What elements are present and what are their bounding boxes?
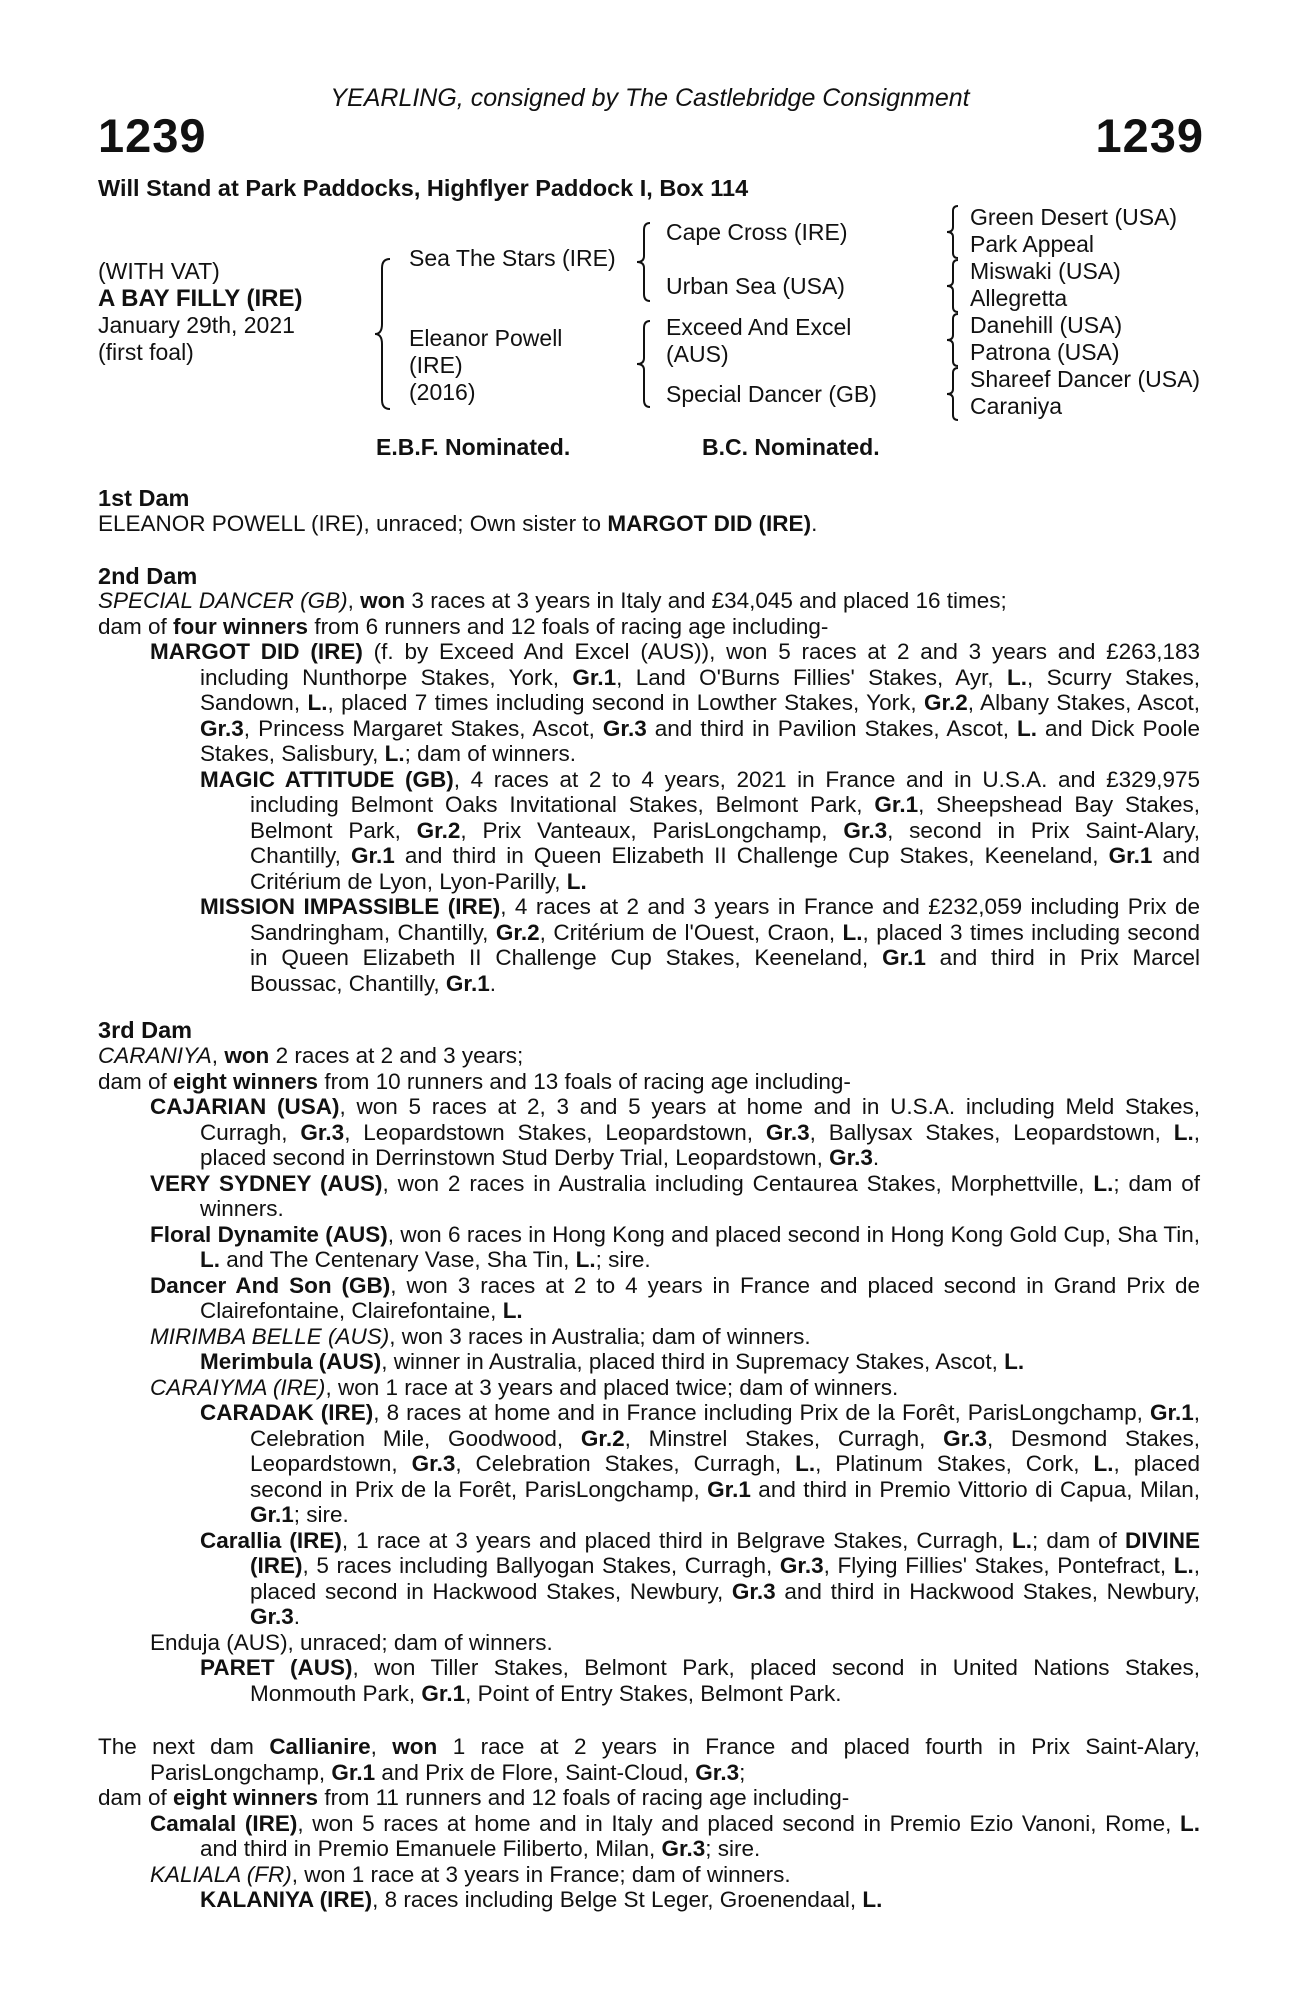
- produce-carallia: Carallia (IRE), 1 race at 3 years and placed third in Belgrave Stakes, Curragh, L.; dam of DIVINE (IRE), 5 races including Ballyogan Stakes, Curragh, Gr.3, Flying Fillies' Stakes, Pontefract, L., placed second in Hackwood Stakes, Newbury, Gr.3 and third in Hackwood Stakes, Newbury, Gr.3.: [200, 1527, 1201, 1629]
- produce-very-sydney: VERY SYDNEY (AUS), won 2 races in Australia including Centaurea Stakes, Morphettville, L.; dam of winners.: [150, 1170, 1200, 1221]
- first-dam-heading: 1st Dam: [98, 485, 190, 511]
- produce-kaliala: KALIALA (FR), won 1 race at 3 years in France; dam of winners.: [150, 1861, 791, 1887]
- brace-gg4: [946, 367, 960, 421]
- second-dam-text: [98, 588, 1200, 996]
- horse-block: [98, 258, 303, 366]
- next-dam-produce-intro: dam of eight winners from 11 runners and 12 foals of racing age including-: [98, 1785, 850, 1810]
- dam-block: [409, 325, 562, 406]
- produce-magic-attitude: MAGIC ATTITUDE (GB), 4 races at 2 to 4 years, 2021 in France and in U.S.A. and £329,975 including Belmont Oaks Invitational Stakes, Belmont Park, Gr.1, Sheepshead Bay Stakes, Belmont Park, Gr.2, Prix Vanteaux, ParisLongchamp, Gr.3, second in Prix Saint-Alary, Chantilly, Gr.1 and third in Queen Elizabeth II Challenge Cup Stakes, Keeneland, Gr.1 and Critérium de Lyon, Lyon-Parilly, L.: [200, 766, 1200, 894]
- bc-nomination: B.C. Nominated.: [702, 434, 880, 460]
- foal-note: (first foal): [98, 339, 194, 365]
- brace-gg1: [946, 205, 960, 259]
- foaling-date: January 29th, 2021: [98, 312, 295, 338]
- sire-sire: Cape Cross (IRE): [666, 219, 848, 245]
- third-dam-text: [98, 1043, 1200, 1706]
- produce-merimbula: Merimbula (AUS), winner in Australia, placed third in Supremacy Stakes, Ascot, L.: [200, 1349, 1025, 1374]
- stand-info: Will Stand at Park Paddocks, Highflyer Paddock I, Box 114: [98, 175, 749, 201]
- pedigree-brace-sire: [636, 222, 652, 302]
- second-dam-summary: SPECIAL DANCER (GB), won 3 races at 3 years in Italy and £34,045 and placed 16 times;: [98, 588, 1007, 613]
- second-dam-produce-intro: dam of four winners from 6 runners and 12 foals of racing age including-: [98, 613, 829, 639]
- dam-name: Eleanor Powell: [409, 325, 563, 351]
- pedigree-brace-dam: [636, 320, 652, 408]
- brace-gg2: [946, 259, 960, 313]
- ancestor-2: Park Appeal: [970, 231, 1095, 257]
- produce-mission-impassible: MISSION IMPASSIBLE (IRE), 4 races at 2 and 3 years in France and £232,059 including Prix de Sandringham, Chantilly, Gr.2, Critérium de l'Ouest, Craon, L., placed 3 times including second in Queen Elizabeth II Challenge Cup Stakes, Keeneland, Gr.1 and third in Prix Marcel Boussac, Chantilly, Gr.1.: [200, 894, 1200, 996]
- ebf-nomination: E.B.F. Nominated.: [376, 434, 571, 460]
- ancestor-8: Caraniya: [970, 393, 1063, 419]
- lot-number-right: 1239: [1095, 109, 1204, 162]
- dam-sire: Exceed And Excel (AUS): [666, 314, 852, 367]
- vat-note: (WITH VAT): [98, 258, 220, 284]
- ancestor-1: Green Desert (USA): [970, 204, 1178, 230]
- produce-kalaniya: KALANIYA (IRE), 8 races including Belge St Leger, Groenendaal, L.: [200, 1887, 883, 1912]
- ancestor-7: Shareef Dancer (USA): [970, 366, 1201, 392]
- sire: Sea The Stars (IRE): [409, 245, 616, 271]
- pedigree-brace-main: [374, 258, 394, 410]
- produce-caradak: CARADAK (IRE), 8 races at home and in France including Prix de la Forêt, ParisLongchamp, Gr.1, Celebration Mile, Goodwood, Gr.2, Minstrel Stakes, Curragh, Gr.3, Desmond Stakes, Leopardstown, Gr.3, Celebration Stakes, Curragh, L., Platinum Stakes, Cork, L., placed second in Prix de la Forêt, ParisLongchamp, Gr.1 and third in Premio Vittorio di Capua, Milan, Gr.1; sire.: [200, 1400, 1201, 1527]
- next-dam-summary: The next dam Callianire, won 1 race at 2 years in France and placed fourth in Prix Saint-Alary, ParisLongchamp, Gr.1 and Prix de Flore, Saint-Cloud, Gr.3;: [98, 1734, 1200, 1785]
- ancestors-fourth-generation: [970, 204, 1200, 420]
- produce-paret: PARET (AUS), won Tiller Stakes, Belmont Park, placed second in United Nations Stakes, Monmouth Park, Gr.1, Point of Entry Stakes, Belmont Park.: [200, 1655, 1200, 1706]
- horse-name: A BAY FILLY (IRE): [98, 285, 303, 312]
- produce-mirimba-belle: MIRIMBA BELLE (AUS), won 3 races in Australia; dam of winners.: [150, 1323, 811, 1349]
- brace-gg3: [946, 313, 960, 367]
- produce-cajarian: CAJARIAN (USA), won 5 races at 2, 3 and 5 years at home and in U.S.A. including Meld Stakes, Curragh, Gr.3, Leopardstown Stakes, Leopardstown, Gr.3, Ballysax Stakes, Leopardstown, L., placed second in Derrinstown Stud Derby Trial, Leopardstown, Gr.3.: [150, 1094, 1201, 1170]
- produce-dancer-and-son: Dancer And Son (GB), won 3 races at 2 to 4 years in France and placed second in Grand Prix de Clairefontaine, Clairefontaine, L.: [150, 1272, 1200, 1323]
- next-dam-text: [98, 1734, 1200, 1913]
- produce-caraiyma: CARAIYMA (IRE), won 1 race at 3 years and placed twice; dam of winners.: [150, 1374, 899, 1400]
- dam-dam: Special Dancer (GB): [666, 381, 877, 407]
- produce-enduja: Enduja (AUS), unraced; dam of winners.: [150, 1629, 553, 1655]
- lot-number-left: 1239: [98, 109, 207, 162]
- first-dam-text: ELEANOR POWELL (IRE), unraced; Own sister to MARGOT DID (IRE).: [98, 511, 818, 536]
- dam-country: (IRE): [409, 352, 463, 378]
- ancestor-3: Miswaki (USA): [970, 258, 1121, 284]
- third-dam-produce-intro: dam of eight winners from 10 runners and 13 foals of racing age including-: [98, 1068, 851, 1094]
- produce-floral-dynamite: Floral Dynamite (AUS), won 6 races in Hong Kong and placed second in Hong Kong Gold Cup, Sha Tin, L. and The Centenary Vase, Sha Tin, L.; sire.: [150, 1221, 1200, 1272]
- consignment-heading: YEARLING, consigned by The Castlebridge Consignment: [330, 84, 970, 112]
- dam-year: (2016): [409, 379, 476, 405]
- ancestor-5: Danehill (USA): [970, 312, 1123, 338]
- produce-camalal: Camalal (IRE), won 5 races at home and in Italy and placed second in Premio Ezio Vanoni, Rome, L. and third in Premio Emanuele Filiberto, Milan, Gr.3; sire.: [150, 1810, 1200, 1861]
- third-dam-heading: 3rd Dam: [98, 1017, 193, 1043]
- third-dam-summary: CARANIYA, won 2 races at 2 and 3 years;: [98, 1043, 524, 1068]
- produce-margot-did: MARGOT DID (IRE) (f. by Exceed And Excel (AUS)), won 5 races at 2 and 3 years and £263,183 including Nunthorpe Stakes, York, Gr.1, Land O'Burns Fillies' Stakes, Ayr, L., Scurry Stakes, Sandown, L., placed 7 times including second in Lowther Stakes, York, Gr.2, Albany Stakes, Ascot, Gr.3, Princess Margaret Stakes, Ascot, Gr.3 and third in Pavilion Stakes, Ascot, L. and Dick Poole Stakes, Salisbury, L.; dam of winners.: [150, 639, 1200, 766]
- sire-dam: Urban Sea (USA): [666, 273, 845, 299]
- second-dam-heading: 2nd Dam: [98, 563, 198, 589]
- ancestor-4: Allegretta: [970, 285, 1068, 311]
- ancestor-6: Patrona (USA): [970, 339, 1120, 365]
